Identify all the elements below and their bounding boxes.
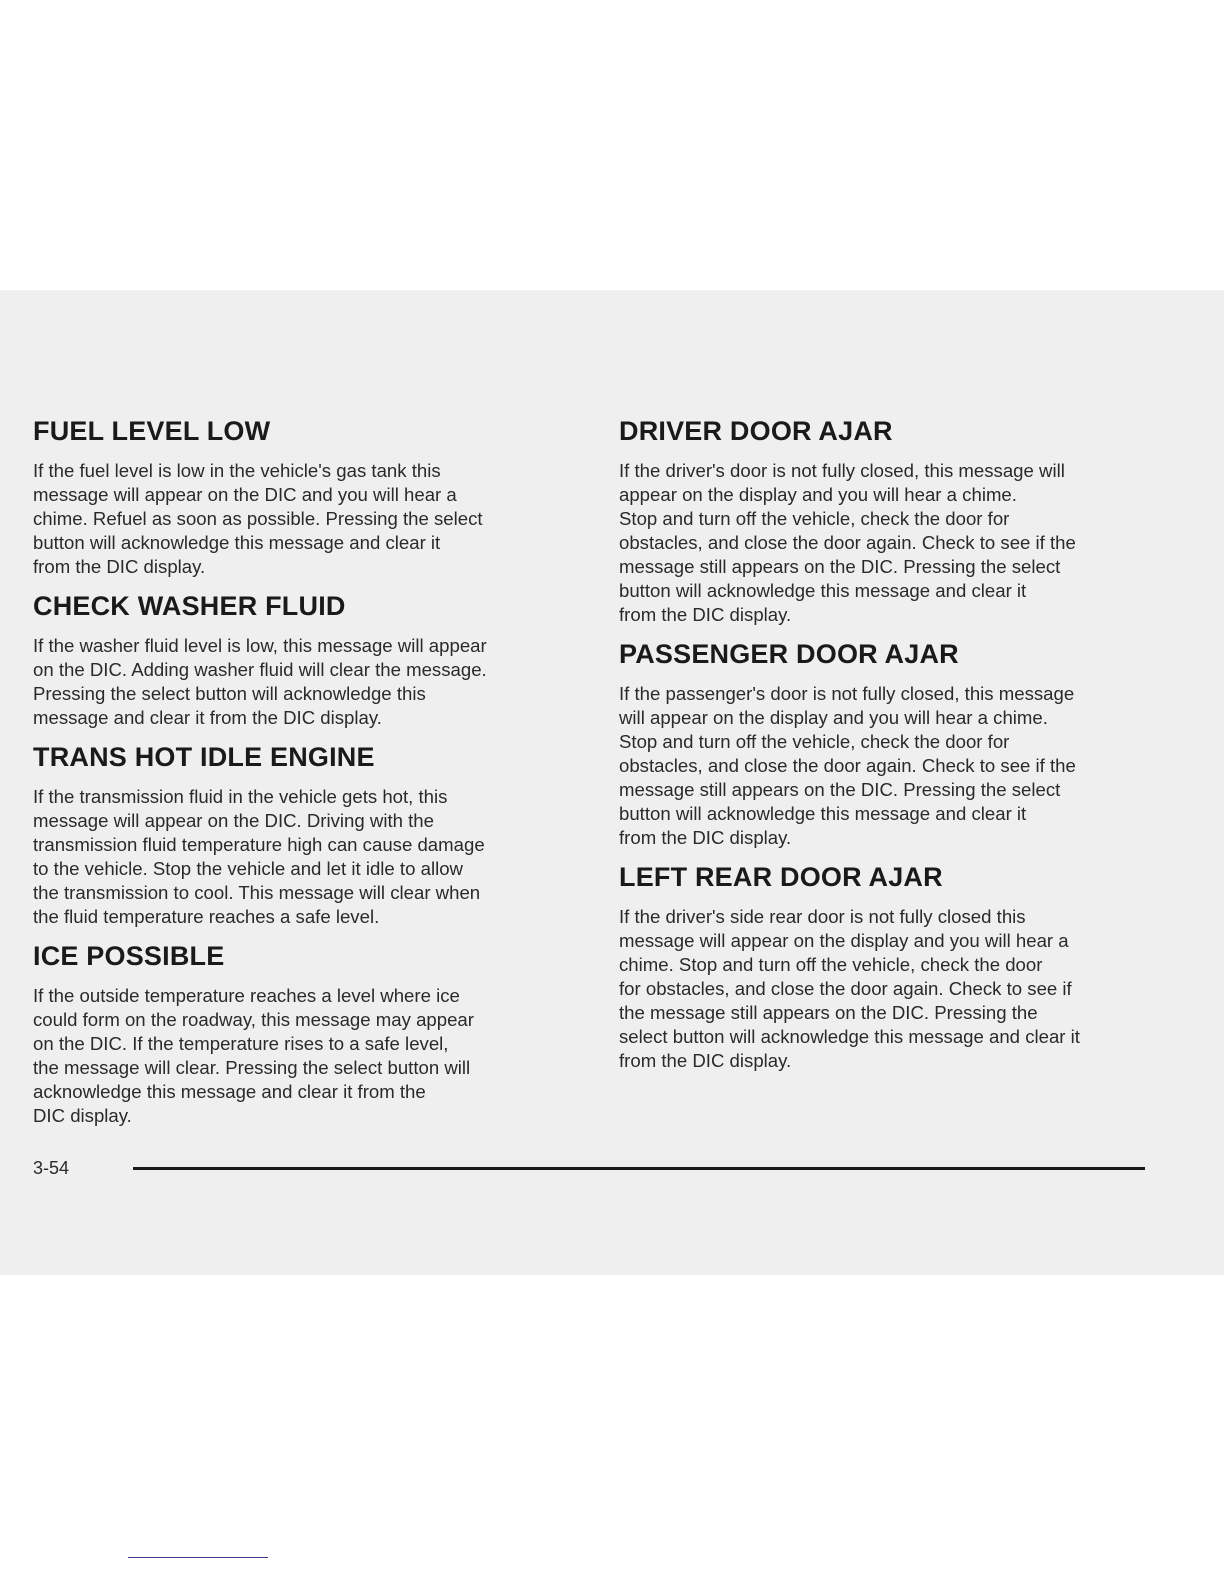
- body-line: message still appears on the DIC. Pressing the select: [619, 556, 1061, 577]
- body-line: If the driver's side rear door is not fully closed this: [619, 906, 1026, 927]
- body-line: the transmission to cool. This message will clear when: [33, 882, 481, 903]
- body-line: from the DIC display.: [619, 827, 792, 848]
- section-left-rear-door-ajar: [619, 860, 1159, 1073]
- body-line: the message will clear. Pressing the select button will: [33, 1057, 471, 1078]
- body-line: If the washer fluid level is low, this message will appear: [33, 635, 487, 656]
- body-line: from the DIC display.: [619, 604, 792, 625]
- body-line: If the transmission fluid in the vehicle gets hot, this: [33, 786, 448, 807]
- body-line: If the driver's door is not fully closed, this message will: [619, 460, 1065, 481]
- section-title: ICE POSSIBLE: [33, 941, 225, 971]
- body-line: If the fuel level is low in the vehicle's gas tank this: [33, 460, 441, 481]
- body-line: the fluid temperature reaches a safe level.: [33, 906, 380, 927]
- section-title: PASSENGER DOOR AJAR: [619, 639, 959, 669]
- section-check-washer-fluid: [33, 589, 573, 730]
- body-line: message will appear on the DIC and you will hear a: [33, 484, 457, 505]
- body-line: message and clear it from the DIC display.: [33, 707, 382, 728]
- left-column: [33, 414, 573, 1138]
- page-footer: [33, 1156, 1153, 1186]
- section-body: [33, 634, 573, 730]
- body-line: Stop and turn off the vehicle, check the door for: [619, 508, 1010, 529]
- body-line: from the DIC display.: [33, 556, 206, 577]
- body-line: for obstacles, and close the door again. Check to see if: [619, 978, 1072, 999]
- body-line: Pressing the select button will acknowledge this: [33, 683, 426, 704]
- body-line: will appear on the display and you will hear a chime.: [619, 707, 1048, 728]
- body-line: button will acknowledge this message and clear it: [619, 580, 1027, 601]
- body-line: message will appear on the display and you will hear a: [619, 930, 1069, 951]
- section-body: [619, 905, 1159, 1073]
- body-line: If the outside temperature reaches a level where ice: [33, 985, 460, 1006]
- section-body: [33, 459, 573, 579]
- body-line: the message still appears on the DIC. Pressing the: [619, 1002, 1038, 1023]
- section-body: [619, 459, 1159, 627]
- body-line: obstacles, and close the door again. Check to see if the: [619, 532, 1076, 553]
- section-passenger-door-ajar: [619, 637, 1159, 850]
- section-title: FUEL LEVEL LOW: [33, 416, 271, 446]
- page-number: 3-54: [33, 1158, 70, 1178]
- body-line: If the passenger's door is not fully closed, this message: [619, 683, 1075, 704]
- body-line: to the vehicle. Stop the vehicle and let it idle to allow: [33, 858, 463, 879]
- section-fuel-level-low: [33, 414, 573, 579]
- section-trans-hot-idle-engine: [33, 740, 573, 929]
- footer-rule: [133, 1167, 1145, 1170]
- body-line: chime. Stop and turn off the vehicle, check the door: [619, 954, 1043, 975]
- body-line: button will acknowledge this message and clear it: [619, 803, 1027, 824]
- body-line: on the DIC. Adding washer fluid will clear the message.: [33, 659, 487, 680]
- body-line: obstacles, and close the door again. Check to see if the: [619, 755, 1076, 776]
- section-body: [619, 682, 1159, 850]
- section-body: [33, 785, 573, 929]
- body-line: chime. Refuel as soon as possible. Pressing the select: [33, 508, 483, 529]
- right-column: [619, 414, 1159, 1083]
- body-line: could form on the roadway, this message may appear: [33, 1009, 474, 1030]
- body-line: message will appear on the DIC. Driving with the: [33, 810, 434, 831]
- section-title: DRIVER DOOR AJAR: [619, 416, 893, 446]
- body-line: message still appears on the DIC. Pressing the select: [619, 779, 1061, 800]
- body-line: appear on the display and you will hear a chime.: [619, 484, 1017, 505]
- section-title: TRANS HOT IDLE ENGINE: [33, 742, 375, 772]
- bottom-link-rule: [128, 1557, 268, 1558]
- section-title: LEFT REAR DOOR AJAR: [619, 862, 943, 892]
- body-line: button will acknowledge this message and clear it: [33, 532, 441, 553]
- body-line: Stop and turn off the vehicle, check the door for: [619, 731, 1010, 752]
- section-ice-possible: [33, 939, 573, 1128]
- body-line: select button will acknowledge this message and clear it: [619, 1026, 1080, 1047]
- body-line: DIC display.: [33, 1105, 132, 1126]
- body-line: from the DIC display.: [619, 1050, 792, 1071]
- section-driver-door-ajar: [619, 414, 1159, 627]
- body-line: on the DIC. If the temperature rises to a safe level,: [33, 1033, 449, 1054]
- body-line: acknowledge this message and clear it from the: [33, 1081, 426, 1102]
- section-body: [33, 984, 573, 1128]
- body-line: transmission fluid temperature high can cause damage: [33, 834, 485, 855]
- section-title: CHECK WASHER FLUID: [33, 591, 346, 621]
